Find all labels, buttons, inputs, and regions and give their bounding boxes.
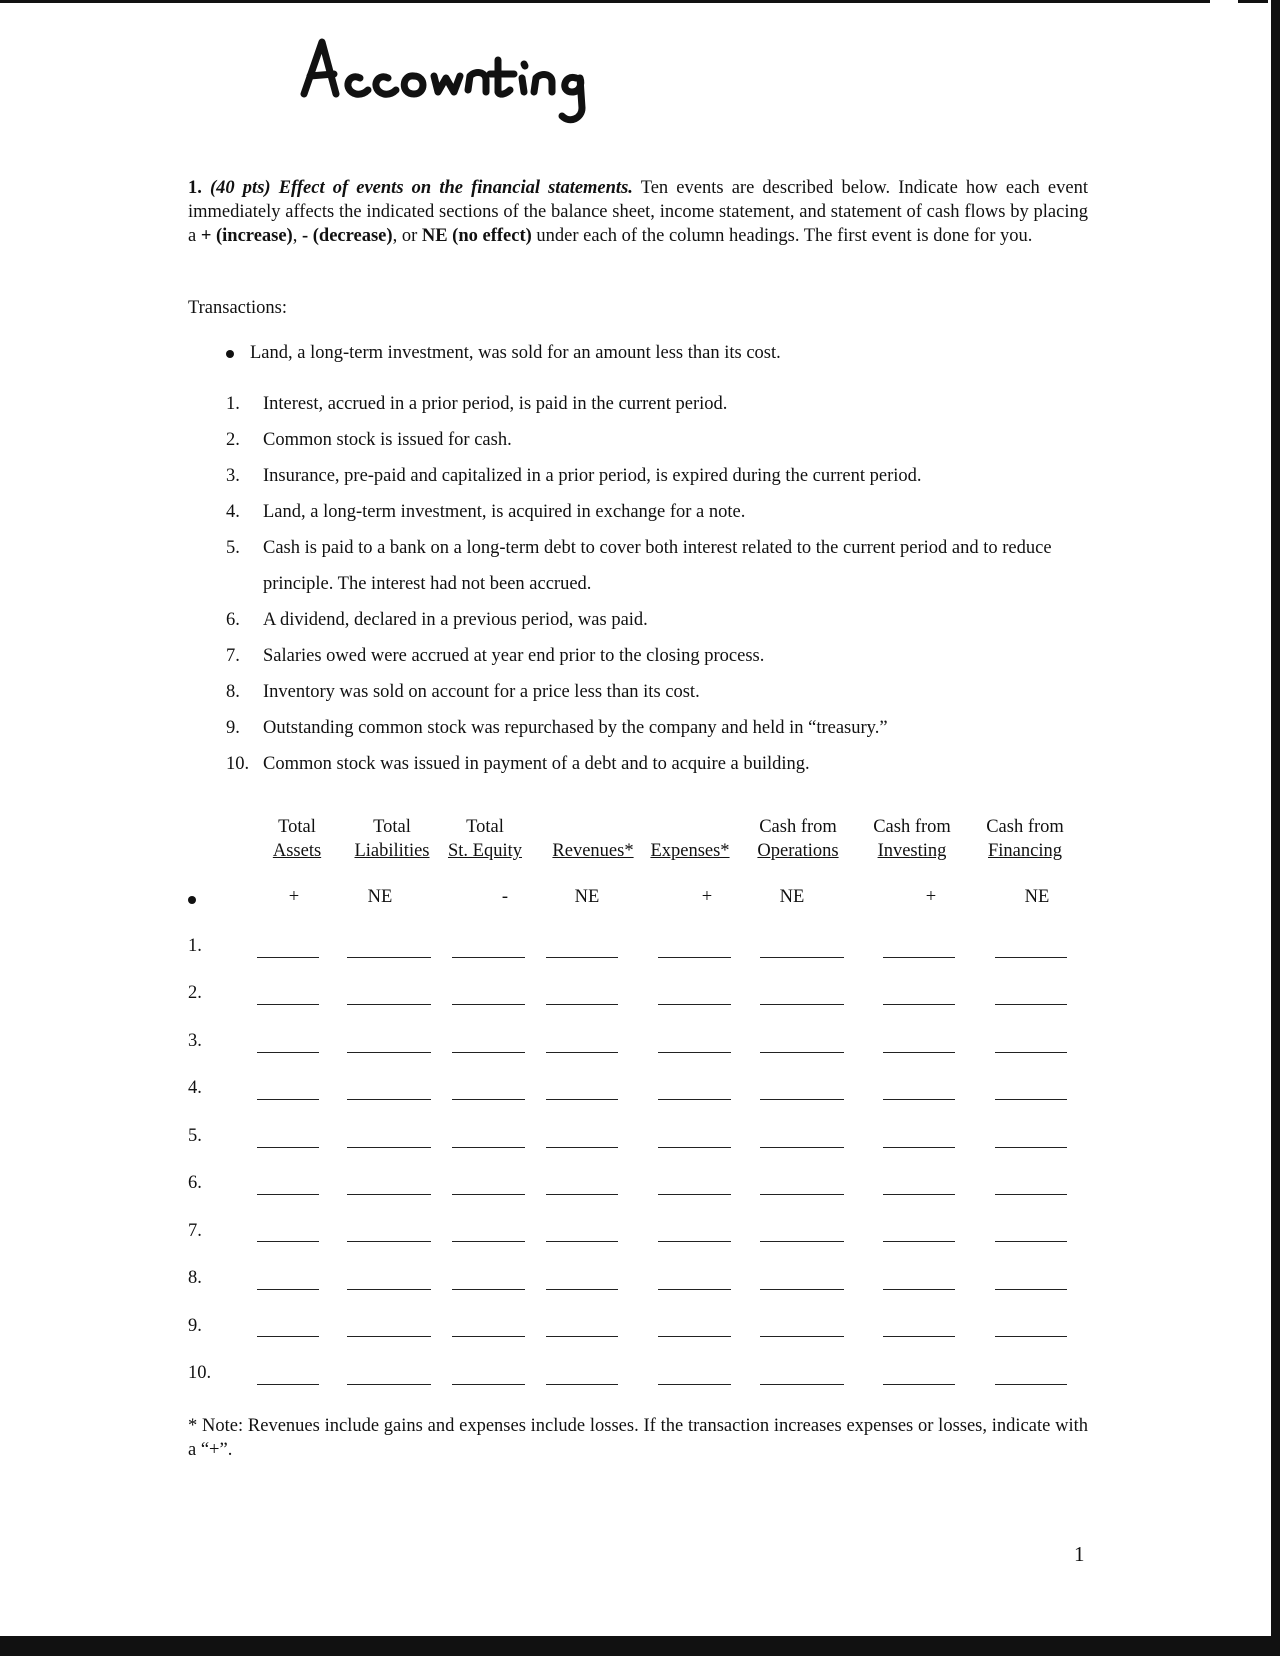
ne-label: NE (no effect) <box>421 226 532 246</box>
answer-blank[interactable] <box>658 1004 731 1005</box>
answer-blank[interactable] <box>452 1147 525 1148</box>
answer-blank[interactable] <box>347 1384 431 1385</box>
answer-blank[interactable] <box>658 1384 731 1385</box>
answer-blank[interactable] <box>546 1241 618 1242</box>
answer-blank[interactable] <box>995 1004 1067 1005</box>
event-number: 8. <box>226 682 240 702</box>
answer-blank[interactable] <box>995 1147 1067 1148</box>
answer-blank[interactable] <box>257 1147 319 1148</box>
answer-blank[interactable] <box>883 1147 955 1148</box>
answer-blank[interactable] <box>546 1052 618 1053</box>
answer-blank[interactable] <box>658 1052 731 1053</box>
answer-blank[interactable] <box>347 1336 431 1337</box>
answer-blank[interactable] <box>883 1336 955 1337</box>
column-header-line2: Revenues* <box>552 841 634 861</box>
answer-blank[interactable] <box>452 1194 525 1195</box>
bullet-icon <box>188 896 196 904</box>
column-header-line2: Operations <box>757 841 839 861</box>
event-text: Common stock is issued for cash. <box>263 430 512 450</box>
row-label: 5. <box>188 1126 202 1146</box>
column-header-line2: Liabilities <box>354 841 430 861</box>
answer-blank[interactable] <box>760 1289 844 1290</box>
example-answer-cash-investing: + <box>925 887 937 907</box>
question-heading: (40 pts) Effect of events on the financial statements. <box>210 178 633 198</box>
answer-blank[interactable] <box>347 1052 431 1053</box>
row-label: 8. <box>188 1268 202 1288</box>
answer-blank[interactable] <box>995 1241 1067 1242</box>
answer-blank[interactable] <box>257 957 319 958</box>
column-header-total-equity <box>440 815 530 863</box>
list-item <box>226 674 1096 710</box>
answer-blank[interactable] <box>546 1004 618 1005</box>
list-item <box>226 422 1096 458</box>
column-header-total-assets <box>257 815 337 863</box>
answer-blank[interactable] <box>347 957 431 958</box>
transactions-label: Transactions: <box>188 298 288 318</box>
example-event <box>226 343 781 364</box>
answer-blank[interactable] <box>257 1289 319 1290</box>
question-text-a: Ten events are described below. Indicate how each event immediately affects the indicated sections of the balance sheet, income statement, and statement of cash flows by placing a <box>188 178 1088 246</box>
answer-blank[interactable] <box>883 1194 955 1195</box>
column-header-line1: Cash from <box>873 817 951 837</box>
event-text: Land, a long-term investment, is acquired in exchange for a note. <box>263 502 746 522</box>
row-label: 4. <box>188 1078 202 1098</box>
answer-blank[interactable] <box>995 957 1067 958</box>
page-number: 1 <box>1074 1542 1085 1566</box>
event-number: 5. <box>226 538 240 558</box>
row-label: 6. <box>188 1173 202 1193</box>
footnote: * Note: Revenues include gains and expenses include losses. If the transaction increases expenses or losses, indicate with a “+”. <box>188 1416 1088 1460</box>
answer-blank[interactable] <box>452 1004 525 1005</box>
answer-blank[interactable] <box>760 1336 844 1337</box>
column-header-line1: Total <box>373 817 411 837</box>
answer-blank[interactable] <box>347 1241 431 1242</box>
scan-border-right <box>1271 0 1280 1656</box>
event-number: 4. <box>226 502 240 522</box>
column-header-line2: Expenses* <box>650 841 730 861</box>
row-label: 3. <box>188 1031 202 1051</box>
answer-blank[interactable] <box>347 1289 431 1290</box>
list-item <box>226 530 1096 602</box>
answer-blank[interactable] <box>658 957 731 958</box>
answer-blank[interactable] <box>883 1384 955 1385</box>
column-header-cash-investing <box>862 815 962 863</box>
list-item <box>226 386 1096 422</box>
event-number: 1. <box>226 394 240 414</box>
list-item <box>226 710 1096 746</box>
row-label: 9. <box>188 1316 202 1336</box>
answer-blank[interactable] <box>452 1384 525 1385</box>
answer-blank[interactable] <box>546 1147 618 1148</box>
answer-blank[interactable] <box>760 1384 844 1385</box>
list-item <box>226 458 1096 494</box>
answer-blank[interactable] <box>995 1099 1067 1100</box>
event-text: Inventory was sold on account for a price less than its cost. <box>263 682 700 702</box>
answer-blank[interactable] <box>452 1336 525 1337</box>
answer-blank[interactable] <box>995 1384 1067 1385</box>
row-label: 7. <box>188 1221 202 1241</box>
answer-blank[interactable] <box>546 957 618 958</box>
scan-border-top <box>0 0 1210 3</box>
event-number: 9. <box>226 718 240 738</box>
answer-blank[interactable] <box>546 1384 618 1385</box>
question-number: 1. <box>188 178 202 198</box>
answer-blank[interactable] <box>546 1289 618 1290</box>
event-number: 6. <box>226 610 240 630</box>
column-header-line2: Investing <box>877 841 947 861</box>
answer-blank[interactable] <box>546 1099 618 1100</box>
bullet-icon <box>226 350 234 358</box>
handwritten-title <box>300 20 640 130</box>
answer-blank[interactable] <box>760 957 844 958</box>
question-sep1: , <box>292 226 302 246</box>
answer-blank[interactable] <box>257 1194 319 1195</box>
answer-blank[interactable] <box>347 1099 431 1100</box>
minus-label: - (decrease) <box>301 226 393 246</box>
example-answer-liabilities: NE <box>367 887 393 907</box>
answer-blank[interactable] <box>883 1052 955 1053</box>
answer-blank[interactable] <box>760 1241 844 1242</box>
answer-blank[interactable] <box>347 1147 431 1148</box>
column-header-line1 <box>642 815 738 839</box>
title-text: Accounting <box>300 20 305 21</box>
answer-blank[interactable] <box>883 1099 955 1100</box>
answer-blank[interactable] <box>760 1004 844 1005</box>
row-label: 2. <box>188 983 202 1003</box>
column-header-line1: Total <box>466 817 504 837</box>
event-text: Common stock was issued in payment of a debt and to acquire a building. <box>263 754 810 774</box>
answer-blank[interactable] <box>257 1099 319 1100</box>
example-event-text: Land, a long-term investment, was sold for an amount less than its cost. <box>250 343 781 363</box>
example-answer-revenues: NE <box>574 887 600 907</box>
handwritten-title-svg <box>300 20 640 130</box>
event-text: Insurance, pre-paid and capitalized in a prior period, is expired during the current period. <box>263 466 922 486</box>
answer-blank[interactable] <box>452 1052 525 1053</box>
answer-blank[interactable] <box>995 1194 1067 1195</box>
answer-blank[interactable] <box>257 1004 319 1005</box>
example-answer-equity: - <box>501 887 509 907</box>
event-text: Salaries owed were accrued at year end prior to the closing process. <box>263 646 765 666</box>
plus-label: + (increase) <box>200 226 293 246</box>
answer-blank[interactable] <box>760 1052 844 1053</box>
event-number: 7. <box>226 646 240 666</box>
answer-blank[interactable] <box>347 1194 431 1195</box>
column-header-revenues <box>543 815 643 863</box>
list-item <box>226 494 1096 530</box>
answer-blank[interactable] <box>658 1241 731 1242</box>
column-header-line2: St. Equity <box>447 841 522 861</box>
answer-blank[interactable] <box>658 1289 731 1290</box>
question-sep2: , or <box>392 226 422 246</box>
answer-blank[interactable] <box>347 1004 431 1005</box>
example-answer-expenses: + <box>701 887 713 907</box>
event-text: Interest, accrued in a prior period, is paid in the current period. <box>263 394 728 414</box>
answer-blank[interactable] <box>760 1194 844 1195</box>
answer-blank[interactable] <box>257 1384 319 1385</box>
answer-blank[interactable] <box>883 1004 955 1005</box>
list-item <box>226 746 1096 782</box>
event-number: 2. <box>226 430 240 450</box>
example-row-bullet <box>188 889 196 910</box>
column-header-line1: Cash from <box>986 817 1064 837</box>
column-header-line1: Total <box>278 817 316 837</box>
answer-blank[interactable] <box>995 1052 1067 1053</box>
answer-blank[interactable] <box>546 1336 618 1337</box>
answer-blank[interactable] <box>995 1289 1067 1290</box>
event-number: 3. <box>226 466 240 486</box>
list-item <box>226 602 1096 638</box>
answer-blank[interactable] <box>760 1099 844 1100</box>
answer-blank[interactable] <box>452 1289 525 1290</box>
answer-blank[interactable] <box>658 1194 731 1195</box>
example-answer-cash-financing: NE <box>1024 887 1050 907</box>
column-header-line1 <box>543 815 643 839</box>
column-header-line2: Financing <box>988 841 1062 861</box>
answer-blank[interactable] <box>883 1241 955 1242</box>
answer-blank[interactable] <box>883 1289 955 1290</box>
answer-blank[interactable] <box>257 1241 319 1242</box>
column-header-line2: Assets <box>272 841 322 861</box>
answer-blank[interactable] <box>658 1336 731 1337</box>
answer-blank[interactable] <box>546 1194 618 1195</box>
scan-border-corner <box>1238 0 1268 3</box>
column-header-total-liabilities <box>342 815 442 863</box>
event-number: 10. <box>226 754 250 774</box>
transaction-list <box>226 386 1096 782</box>
answer-blank[interactable] <box>658 1099 731 1100</box>
row-label: 10. <box>188 1363 212 1383</box>
list-item <box>226 638 1096 674</box>
answer-blank[interactable] <box>452 1099 525 1100</box>
question-intro <box>188 176 1088 248</box>
column-header-line1: Cash from <box>759 817 837 837</box>
row-label: 1. <box>188 936 202 956</box>
event-text: Cash is paid to a bank on a long-term debt to cover both interest related to the current period and to reduce principle. The interest had not been accrued. <box>263 538 1052 594</box>
answer-blank[interactable] <box>452 1241 525 1242</box>
column-header-cash-operations <box>748 815 848 863</box>
example-answer-cash-operations: NE <box>779 887 805 907</box>
event-text: Outstanding common stock was repurchased by the company and held in “treasury.” <box>263 718 888 738</box>
answer-blank[interactable] <box>995 1336 1067 1337</box>
answer-blank[interactable] <box>452 957 525 958</box>
answer-blank[interactable] <box>257 1052 319 1053</box>
question-text-b: under each of the column headings. The first event is done for you. <box>531 226 1033 246</box>
example-answer-assets: + <box>288 887 300 907</box>
column-header-expenses <box>642 815 738 863</box>
answer-blank[interactable] <box>658 1147 731 1148</box>
answer-blank[interactable] <box>883 957 955 958</box>
answer-blank[interactable] <box>257 1336 319 1337</box>
event-text: A dividend, declared in a previous period, was paid. <box>263 610 648 630</box>
scan-border-bottom <box>0 1636 1280 1656</box>
column-header-cash-financing <box>975 815 1075 863</box>
answer-blank[interactable] <box>760 1147 844 1148</box>
